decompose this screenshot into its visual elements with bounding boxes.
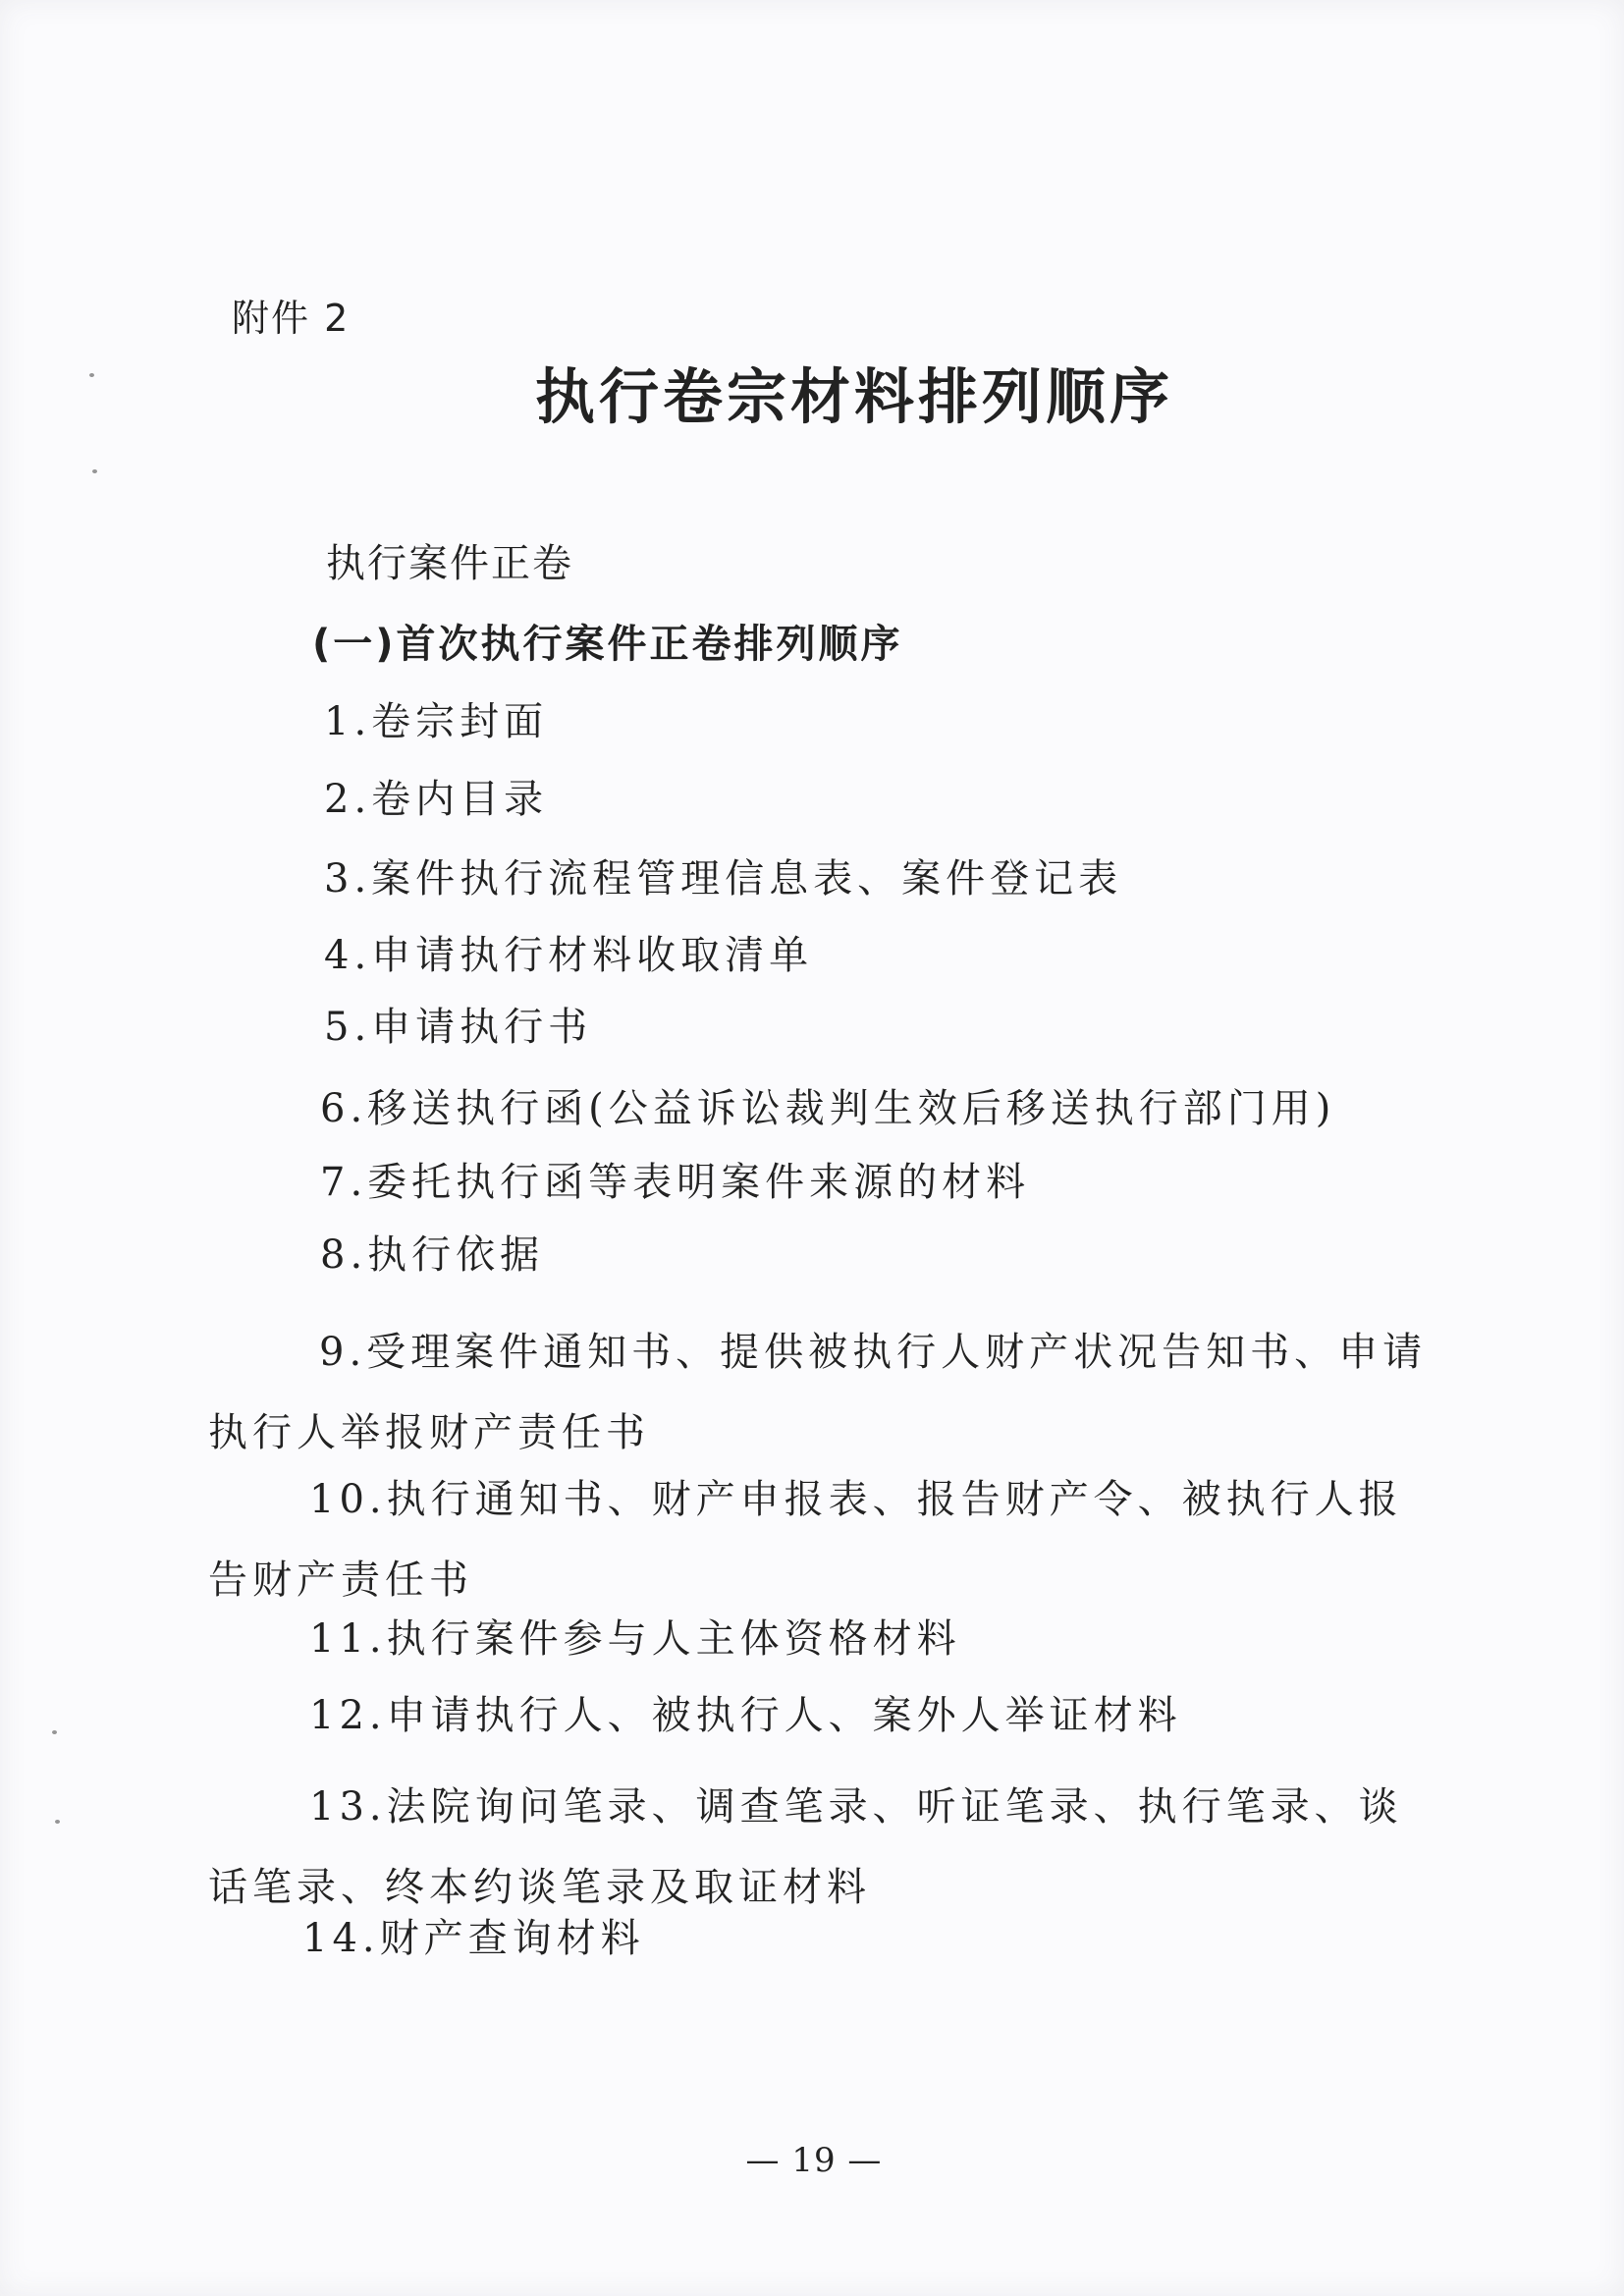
list-item: 14.财产查询材料 xyxy=(302,1916,645,1961)
list-item: 11.执行案件参与人主体资格材料 xyxy=(309,1616,961,1662)
subsection-heading: (一)首次执行案件正卷排列顺序 xyxy=(312,622,903,667)
wrapped-list-item: 9.受理案件通知书、提供被执行人财产状况告知书、申请执行人举报财产责任书 xyxy=(208,1330,1428,1455)
attachment-label: 附件 2 xyxy=(232,297,351,340)
wrapped-list-item: 13.法院询问笔录、调查笔录、听证笔录、执行笔录、谈话笔录、终本约谈笔录及取证材料 xyxy=(208,1784,1403,1910)
wrapped-list-item: 10.执行通知书、财产申报表、报告财产令、被执行人报告财产责任书 xyxy=(208,1477,1403,1603)
scan-speck xyxy=(55,1820,60,1824)
list-item: 5.申请执行书 xyxy=(324,1005,593,1050)
scan-speck xyxy=(89,373,94,377)
list-item: 1.卷宗封面 xyxy=(324,699,549,744)
list-item: 12.申请执行人、被执行人、案外人举证材料 xyxy=(309,1693,1182,1738)
list-item: 8.执行依据 xyxy=(320,1232,545,1278)
list-item: 3.案件执行流程管理信息表、案件登记表 xyxy=(324,856,1123,902)
section-heading: 执行案件正卷 xyxy=(326,541,573,586)
scan-speck xyxy=(92,469,97,473)
list-item: 7.委托执行函等表明案件来源的材料 xyxy=(320,1160,1031,1205)
list-item: 6.移送执行函(公益诉讼裁判生效后移送执行部门用) xyxy=(320,1086,1336,1131)
list-item: 4.申请执行材料收取清单 xyxy=(324,933,814,978)
scan-speck xyxy=(52,1730,57,1734)
list-item: 2.卷内目录 xyxy=(324,777,549,822)
document-title: 执行卷宗材料排列顺序 xyxy=(535,362,1174,432)
page-number: — 19 — xyxy=(745,2141,883,2180)
